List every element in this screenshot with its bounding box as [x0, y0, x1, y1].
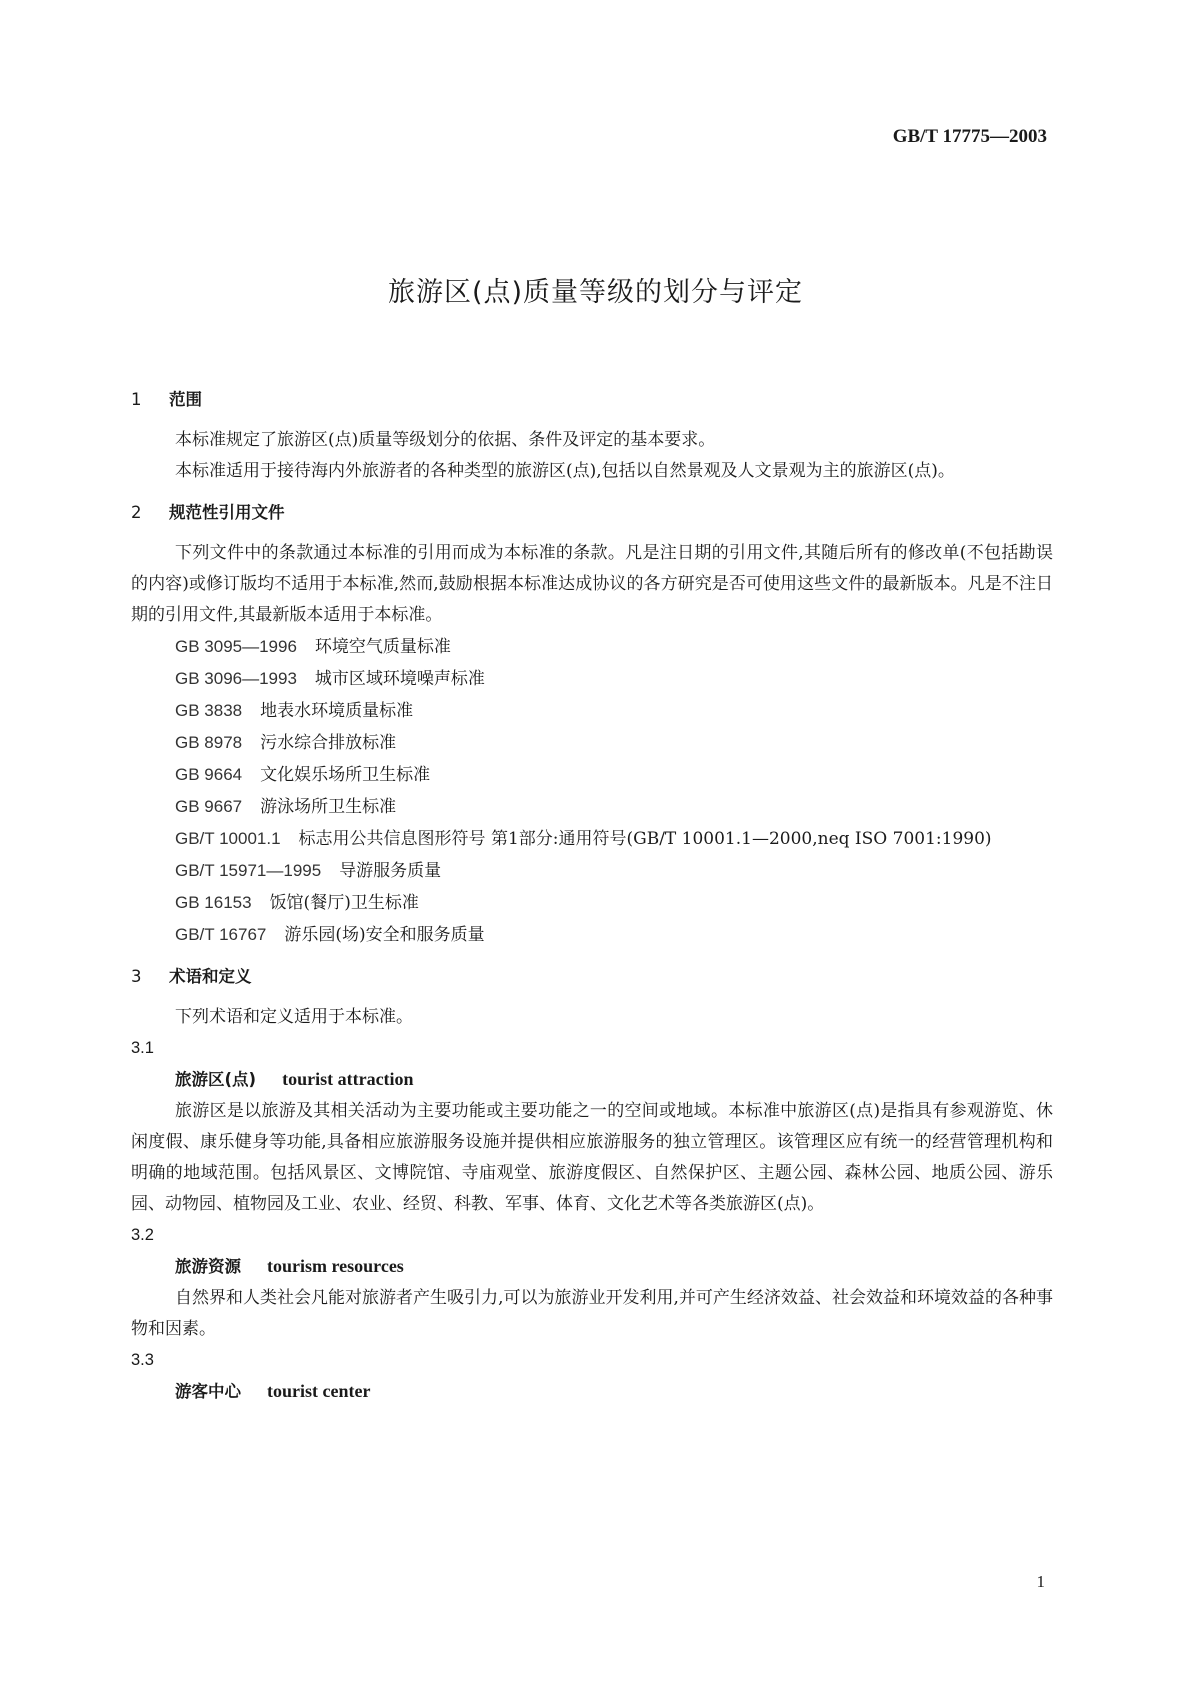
- reference-item: [131, 695, 1053, 727]
- clause-number: 3.2: [131, 1226, 154, 1244]
- reference-code: GB/T 15971—1995: [175, 861, 322, 880]
- reference-item: [131, 855, 1053, 887]
- term-chinese: 游客中心: [175, 1382, 241, 1401]
- reference-item: [131, 823, 1053, 855]
- reference-item: [131, 631, 1053, 663]
- term-definition: 自然界和人类社会凡能对旅游者产生吸引力,可以为旅游业开发利用,并可产生经济效益、社会效益和环境效益的各种事物和因素。: [131, 1288, 1053, 1339]
- reference-item: [131, 887, 1053, 919]
- term-chinese: 旅游区(点): [175, 1070, 257, 1089]
- section-number: 3: [131, 967, 142, 986]
- term-heading: [131, 1064, 1053, 1096]
- reference-item: [131, 759, 1053, 791]
- reference-title: 文化娱乐场所卫生标准: [260, 765, 431, 785]
- document-title: 旅游区(点)质量等级的划分与评定: [387, 277, 804, 308]
- reference-title: 导游服务质量: [339, 861, 442, 881]
- reference-title: 饭馆(餐厅)卫生标准: [269, 893, 419, 913]
- paragraph: 下列文件中的条款通过本标准的引用而成为本标准的条款。凡是注日期的引用文件,其随后所有的修改单(不包括勘误的内容)或修订版均不适用于本标准,然而,鼓励根据本标准达成协议的各方研究是否可使用这些文件的最新版本。凡是不注日期的引用文件,其最新版本适用于本标准。: [131, 543, 1053, 625]
- reference-code: GB 9667: [175, 797, 243, 816]
- reference-code: GB 3095—1996: [175, 637, 297, 656]
- reference-title: 游乐园(场)安全和服务质量: [284, 925, 485, 945]
- section-number: 2: [131, 503, 142, 522]
- clause-number: 3.1: [131, 1039, 154, 1057]
- section-3-heading: [131, 961, 1053, 992]
- standard-number: GB/T 17775—2003: [892, 126, 1047, 147]
- reference-code: GB/T 16767: [175, 925, 267, 944]
- reference-title: 污水综合排放标准: [260, 733, 397, 753]
- term-english: tourist attraction: [282, 1069, 414, 1089]
- reference-title: 城市区域环境噪声标准: [314, 669, 485, 689]
- reference-title: 游泳场所卫生标准: [260, 797, 397, 817]
- reference-item: [131, 791, 1053, 823]
- reference-code: GB/T 10001.1: [175, 829, 281, 848]
- reference-code: GB 16153: [175, 893, 252, 912]
- reference-code: GB 8978: [175, 733, 243, 752]
- term-heading: [131, 1376, 1053, 1408]
- paragraph: 本标准适用于接待海内外旅游者的各种类型的旅游区(点),包括以自然景观及人文景观为主的旅游区(点)。: [175, 461, 955, 481]
- section-number: 1: [131, 390, 142, 409]
- clause-number: 3.3: [131, 1351, 154, 1369]
- page-number: 1: [1036, 1572, 1045, 1591]
- section-title: 范围: [169, 390, 202, 409]
- reference-title: 标志用公共信息图形符号 第1部分:通用符号(GB/T 10001.1—2000,neq ISO 7001:1990): [298, 829, 992, 849]
- term-definition: 旅游区是以旅游及其相关活动为主要功能或主要功能之一的空间或地域。本标准中旅游区(点)是指具有参观游览、休闲度假、康乐健身等功能,具备相应旅游服务设施并提供相应旅游服务的独立管理区。该管理区应有统一的经营管理机构和明确的地域范围。包括风景区、文博院馆、寺庙观堂、旅游度假区、自然保护区、主题公园、森林公园、地质公园、游乐园、动物园、植物园及工业、农业、经贸、科教、军事、体育、文化艺术等各类旅游区(点)。: [131, 1101, 1053, 1214]
- reference-item: [131, 727, 1053, 759]
- reference-item: [131, 919, 1053, 951]
- reference-code: GB 3838: [175, 701, 243, 720]
- section-title: 术语和定义: [169, 967, 252, 986]
- term-english: tourist center: [267, 1381, 371, 1401]
- term-english: tourism resources: [267, 1256, 404, 1276]
- section-2-heading: [131, 497, 1053, 528]
- reference-title: 环境空气质量标准: [314, 637, 451, 657]
- section-title: 规范性引用文件: [169, 503, 285, 522]
- term-chinese: 旅游资源: [175, 1257, 241, 1276]
- section-1-heading: [131, 384, 1053, 415]
- document-body: [131, 384, 1053, 1408]
- reference-item: [131, 663, 1053, 695]
- paragraph: 本标准规定了旅游区(点)质量等级划分的依据、条件及评定的基本要求。: [175, 430, 716, 450]
- paragraph: 下列术语和定义适用于本标准。: [175, 1007, 413, 1027]
- reference-code: GB 3096—1993: [175, 669, 297, 688]
- reference-code: GB 9664: [175, 765, 243, 784]
- term-heading: [131, 1251, 1053, 1283]
- reference-title: 地表水环境质量标准: [260, 701, 414, 721]
